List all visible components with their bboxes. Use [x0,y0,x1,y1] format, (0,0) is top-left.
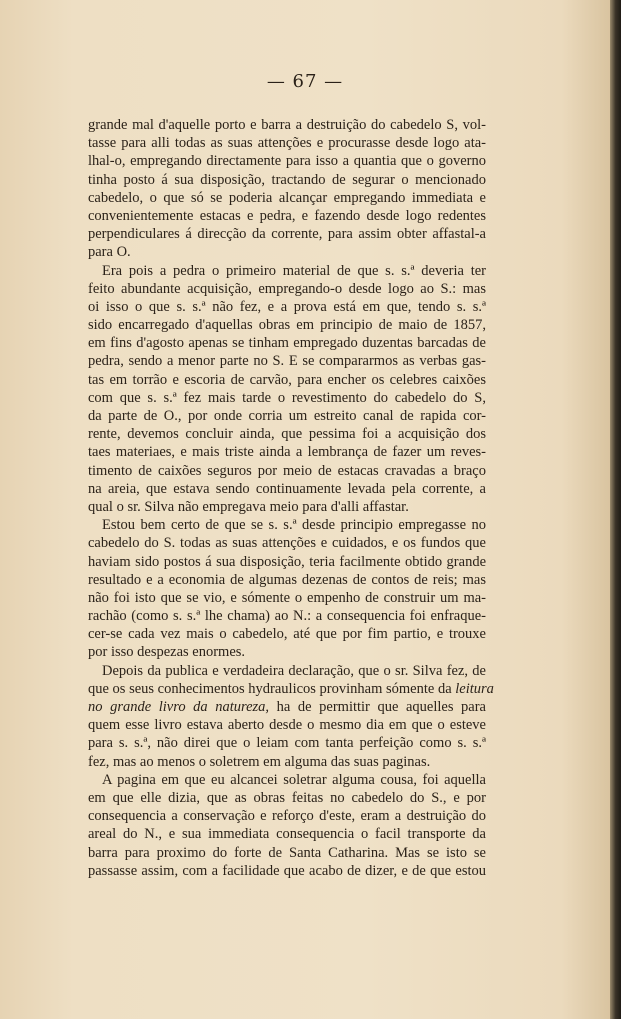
text-line-content: grande mal d'aquelle porto e barra a destruição do cabedelo S, vol- [88,117,486,133]
text-line [88,825,486,843]
text-line-content: A pagina em que eu alcancei soletrar alguma cousa, foi aquella [102,771,486,788]
text-line [88,171,486,189]
text-line-content: rente, devemos concluir ainda, que pessima foi a acquisição dos [88,426,486,443]
text-line-content: barra para proximo do forte de Santa Catharina. Mas se isto se [88,844,486,861]
text-line-content: para O. [88,244,131,261]
text-line-content: em fins d'agosto apenas se tinham empregado duzentas barcadas de [88,335,486,352]
text-line-italic: no grande livro da natureza, [88,699,270,715]
text-line-content: lhal-o, empregando directamente para isso a quantia que o governo [88,153,486,170]
text-line [88,334,486,352]
text-line-content: convenientemente estacas e pedra, e fazendo desde logo redentes [88,207,486,224]
text-line-content: resultado e a economia de algumas dezenas de contos de reis; mas [88,571,486,588]
text-line-content: quem esse livro estava aberto desde o mesmo dia em que o esteve [88,717,486,734]
text-line [88,662,486,680]
text-line [88,534,486,552]
text-line [88,716,486,734]
text-line [88,207,486,225]
text-line [88,243,486,261]
text-line [88,516,486,534]
text-line-content: Depois da publica e verdadeira declaração, que o sr. Silva fez, de [102,662,486,679]
text-line-content: sido encarregado d'aquellas obras em principio de maio de 1857, [88,317,486,334]
text-line-content: Era pois a pedra o primeiro material de que s. s.ª deveria ter [102,262,486,279]
text-line-content: que os seus conhecimentos hydraulicos provinham sómente da [88,680,452,697]
text-line [88,844,486,862]
text-line [88,189,486,207]
text-line-content: em que elle dizia, que as obras feitas no cabedelo do S., e por [88,789,486,806]
text-line-content: perpendiculares á direcção da corrente, para assim obter affastal-a [88,226,486,243]
text-line-content: rachão (como s. s.ª lhe chama) ao N.: a consequencia foi enfraque- [88,608,486,625]
text-line-italic: leitura [455,680,494,697]
text-line-content: na areia, que estava sendo continuamente levada pela corrente, a [88,480,486,497]
text-line [88,116,486,134]
text-line [88,389,486,407]
text-line [88,134,486,152]
text-line [88,298,486,316]
text-line [88,789,486,807]
text-line-content: cabedelo, o que só se poderia alcançar empregando immediata e [88,189,486,206]
text-line [88,498,486,516]
text-line-content: cer-se cada vez mais o cabedelo, até que por fim partio, e trouxe [88,626,486,643]
text-line [88,225,486,243]
text-line [88,771,486,789]
text-line [88,407,486,425]
text-line-content: passasse assim, com a facilidade que acabo de dizer, e de que estou [88,862,486,879]
text-line-content: cabedelo do S. todas as suas attenções e cuidados, e os fundos que [88,535,486,552]
text-line [88,371,486,389]
text-line [88,589,486,607]
text-line-content: com que s. s.ª fez mais tarde o revestimento do cabedelo do S, [88,389,486,406]
text-line-content: feito abundante acquisição, empregando-o desde logo ao S.: mas [88,280,486,297]
text-line-content: fez, mas ao menos o soletrem em alguma das suas paginas. [88,753,431,770]
text-line [88,425,486,443]
text-line [88,262,486,280]
text-line-content: por isso despezas enormes. [88,644,246,661]
text-line [88,152,486,170]
text-line-content: tinha posto á sua disposição, tractando de segurar o mencionado [88,171,486,188]
text-line [88,625,486,643]
text-line [88,807,486,825]
text-line-content: para s. s.ª, não direi que o leiam com tanta perfeição como s. s.ª [88,735,486,752]
text-line-content: pedra, sendo a menor parte no S. E se compararmos as verbas gas- [88,353,486,370]
text-line [88,571,486,589]
text-line [88,352,486,370]
text-line-content: da parte de O., por onde corria um estreito canal de rapida cor- [88,408,486,424]
text-line-content: tas em torrão e escoria de carvão, para encher os celebres caixões [88,371,486,388]
text-line-content: qual o sr. Silva não empregava meio para d'alli affastar. [88,498,409,515]
text-line-content: consequencia a conservação e reforço d'este, eram a destruição do [88,808,486,825]
text-line [88,443,486,461]
text-line [88,734,486,752]
book-spine-shadow [610,0,621,1019]
text-line-content: oi isso o que s. s.ª não fez, e a prova está em que, tendo s. s.ª [88,298,486,315]
body-text [88,116,494,880]
text-line [88,316,486,334]
text-line-content: não foi isto que se vio, e sómente o empenho de construir um ma- [88,589,486,606]
text-line [88,607,486,625]
text-line-content: areal do N., e sua immediata consequencia o facil transporte da [88,826,486,843]
text-line [88,553,486,571]
text-line [88,280,486,298]
text-line-content: Estou bem certo de que se s. s.ª desde principio empregasse no [102,517,486,534]
text-line [88,698,486,716]
text-line-content: tasse para alli todas as suas attenções e procurasse desde logo ata- [88,135,486,152]
text-line-content: taes materiaes, e mais triste ainda a lembrança de fazer um reves- [88,444,486,461]
text-line-content: haviam sido postos á sua disposição, teria facilmente obtido grande [88,553,486,570]
text-line [88,753,486,771]
text-line [88,643,486,661]
text-line [88,462,486,480]
text-line [88,862,486,880]
text-line-tail: ha de permittir que aquelles para [269,699,486,715]
text-line-content: timento de caixões seguros por meio de estacas cravadas a braço [88,462,486,479]
page-number: — 67 — [266,71,344,92]
text-line [88,480,486,498]
text-line [88,680,494,698]
